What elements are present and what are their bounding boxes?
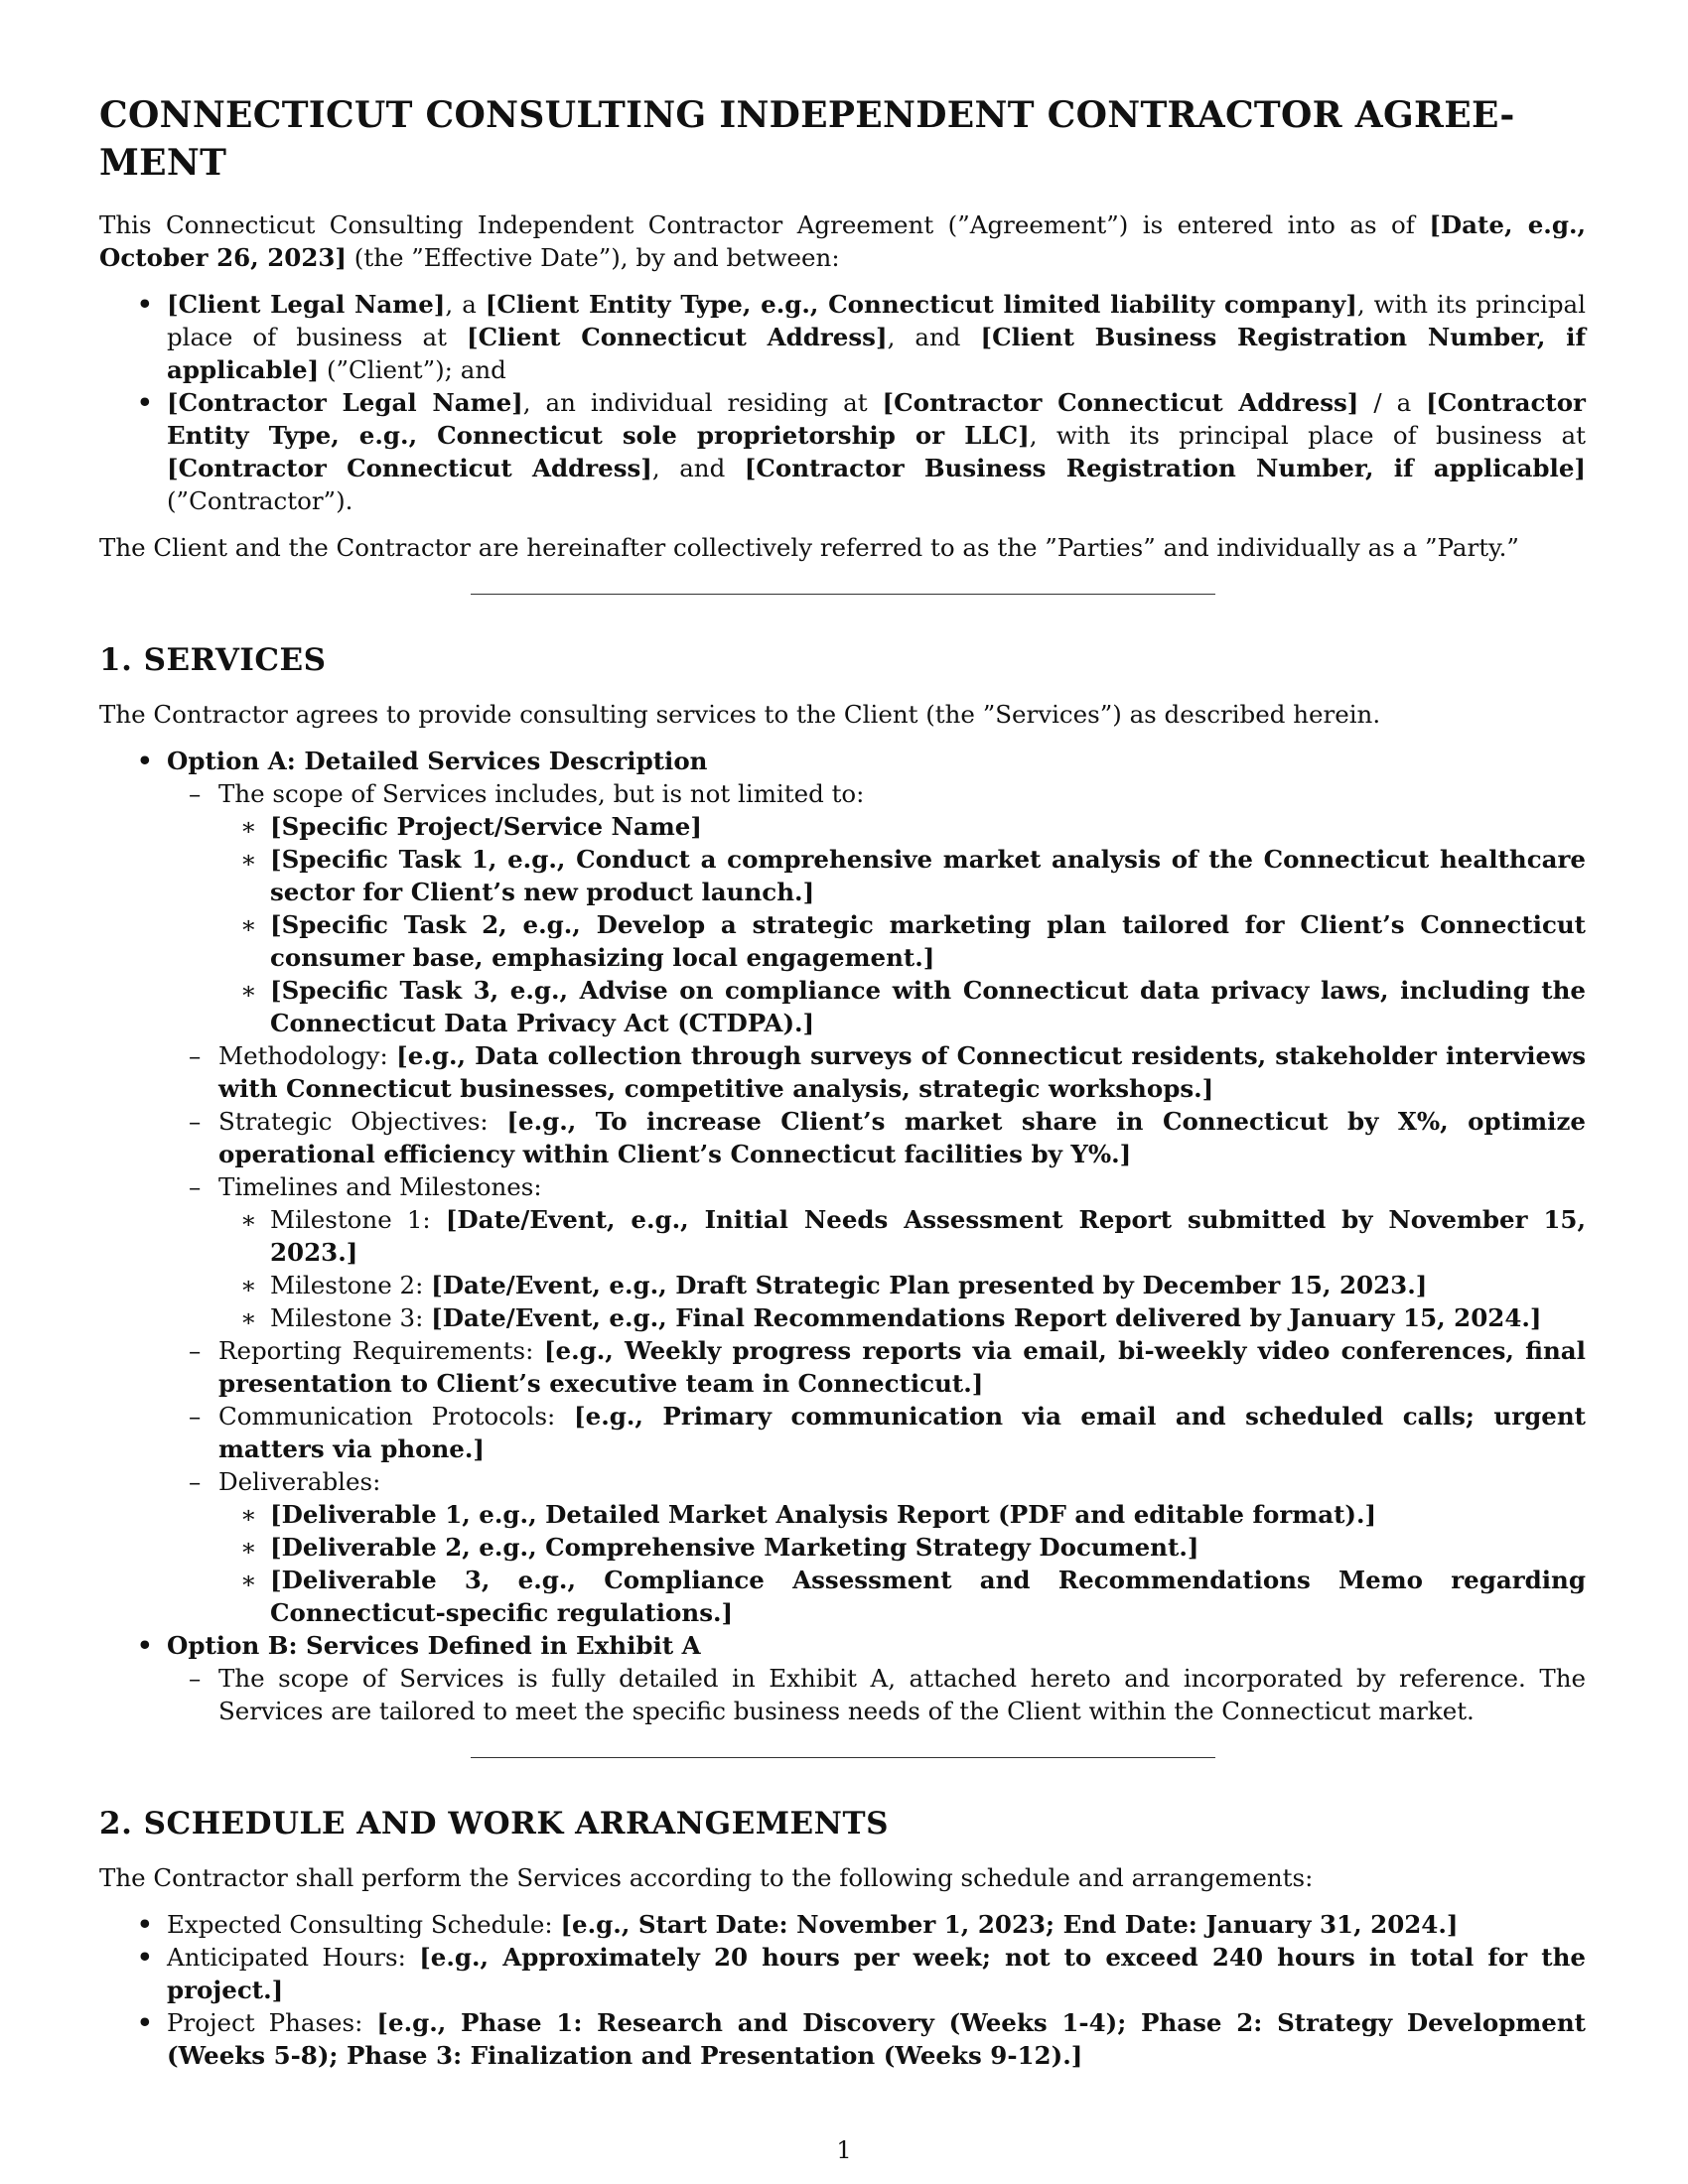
option-b-label: Option B: Services Defined in Exhibit A <box>167 1631 701 1660</box>
schedule-item: • Anticipated Hours: [e.g., Approximately 20 hours per week; not to exceed 240 hours in total for the project.] <box>99 1941 1586 2006</box>
schedule-intro: The Contractor shall perform the Services according to the following schedule and arrangements: <box>99 1863 1314 1892</box>
scope-task: ∗ [Specific Task 2, e.g., Develop a strategic marketing plan tailored for Client’s Connecticut consumer base, emphasizing local engagement.] <box>218 908 1586 974</box>
scope-item: – The scope of Services includes, but is not limited to: ∗ [Specific Project/Service Name] ∗ [Specific Task 1, e.g., Conduct a comprehensive market analysis of the Connecticut healthcare sector for Client’s new product launch.] ∗ [Specific Task 2, e.g., Develop a strategic marketing plan tailored for Client’s Connecticut consumer base, emphasizing local engagement.] ∗ [Specific Task 3, e.g., Advise on compliance with Connecticut data privacy laws, including the Connecticut Data Privacy Act (CTDPA).] <box>159 777 1586 1039</box>
scope-task: ∗ [Specific Task 1, e.g., Conduct a comprehensive market analysis of the Connecticut healthcare sector for Client’s new product launch.] <box>218 843 1586 908</box>
timelines-item: – Timelines and Milestones: ∗ Milestone 1: [Date/Event, e.g., Initial Needs Assessment Report submitted by November 15, 2023.] ∗ Milestone 2: [Date/Event, e.g., Draft Strategic Plan presented by December 15, 2023.] ∗ Milestone 3: [Date/Event, e.g., Final Recommendations Report delivered by January 15, 2024.] <box>159 1170 1586 1334</box>
deliverable: ∗ [Deliverable 2, e.g., Comprehensive Marketing Strategy Document.] <box>218 1531 1586 1564</box>
option-b-text: – The scope of Services is fully detailed in Exhibit A, attached hereto and incorporated by reference. The Services are tailored to meet the specific business needs of the Client within the Connecticut market. <box>159 1662 1586 1727</box>
milestone: ∗ Milestone 3: [Date/Event, e.g., Final Recommendations Report delivered by January 15, 2024.] <box>218 1301 1586 1334</box>
effective-date-placeholder: [Date, e.g., October 26, 2023] <box>99 210 1587 272</box>
methodology-item: – Methodology: [e.g., Data collection through surveys of Connecticut residents, stakeholder interviews with Connecticut businesses, competitive analysis, strategic workshops.] <box>159 1039 1586 1105</box>
services-options-list <box>99 745 1586 1727</box>
party-contractor: • [Contractor Legal Name], an individual residing at [Contractor Connecticut Address] / a [Contractor Entity Type, e.g., Connecticut sole proprietorship or LLC], with its principal place of business at [Contractor Connecticut Address], and [Contractor Business Registration Number, if applicable] (”Contractor”). <box>99 386 1586 517</box>
option-b <box>99 1629 1586 1727</box>
objectives-item: – Strategic Objectives: [e.g., To increase Client’s market share in Connecticut by X%, optimize operational efficiency within Client’s Connecticut facilities by Y%.] <box>159 1105 1586 1170</box>
schedule-item: • Expected Consulting Schedule: [e.g., Start Date: November 1, 2023; End Date: January 31, 2024.] <box>99 1908 1586 1941</box>
deliverable: ∗ [Deliverable 1, e.g., Detailed Market Analysis Report (PDF and editable format).] <box>218 1498 1586 1531</box>
reporting-item: – Reporting Requirements: [e.g., Weekly progress reports via email, bi-weekly video conferences, final presentation to Client’s executive team in Connecticut.] <box>159 1334 1586 1400</box>
document-page <box>99 91 1586 2086</box>
milestone: ∗ Milestone 1: [Date/Event, e.g., Initial Needs Assessment Report submitted by November 15, 2023.] <box>218 1203 1586 1269</box>
deliverable: ∗ [Deliverable 3, e.g., Compliance Assessment and Recommendations Memo regarding Connecticut-specific regulations.] <box>218 1564 1586 1629</box>
section-divider <box>471 594 1215 595</box>
services-intro: The Contractor agrees to provide consulting services to the Client (the ”Services”) as described herein. <box>99 700 1381 729</box>
parties-note: The Client and the Contractor are hereinafter collectively referred to as the ”Parties” and individually as a ”Party.” <box>99 533 1519 562</box>
schedule-list <box>99 1908 1586 2072</box>
intro-paragraph: This Connecticut Consulting Independent Contractor Agreement (”Agreement”) is entered into as of [Date, e.g., October 26, 2023] (the ”Effective Date”), by and between: <box>99 210 1587 272</box>
scope-task: ∗ [Specific Project/Service Name] <box>218 810 1586 843</box>
section-divider <box>471 1757 1215 1758</box>
option-a-label: Option A: Detailed Services Description <box>167 747 708 775</box>
parties-list <box>99 288 1586 517</box>
deliverables-item: – Deliverables: ∗ [Deliverable 1, e.g., Detailed Market Analysis Report (PDF and editable format).] ∗ [Deliverable 2, e.g., Comprehensive Marketing Strategy Document.] ∗ [Deliverable 3, e.g., Compliance Assessment and Recommendations Memo regarding Connecticut-specific regulations.] <box>159 1465 1586 1629</box>
schedule-item: • Project Phases: [e.g., Phase 1: Research and Discovery (Weeks 1-4); Phase 2: Strategy Development (Weeks 5-8); Phase 3: Finalization and Presentation (Weeks 9-12).] <box>99 2006 1586 2072</box>
page-number: 1 <box>836 2136 852 2164</box>
section-heading-services: 1. SERVICES <box>99 642 327 678</box>
section-heading-schedule: 2. SCHEDULE AND WORK ARRANGEMENTS <box>99 1806 889 1842</box>
communication-item: – Communication Protocols: [e.g., Primary communication via email and scheduled calls; urgent matters via phone.] <box>159 1400 1586 1465</box>
milestone: ∗ Milestone 2: [Date/Event, e.g., Draft Strategic Plan presented by December 15, 2023.] <box>218 1269 1586 1301</box>
document-title: CONNECTICUT CONSULTING INDEPENDENT CONTRACTOR AGREE-MENT <box>99 94 1515 184</box>
scope-task: ∗ [Specific Task 3, e.g., Advise on compliance with Connecticut data privacy laws, including the Connecticut Data Privacy Act (CTDPA).] <box>218 974 1586 1039</box>
party-client: • [Client Legal Name], a [Client Entity Type, e.g., Connecticut limited liability company], with its principal place of business at [Client Connecticut Address], and [Client Business Registration Number, if applicable] (”Client”); and <box>99 288 1586 386</box>
option-a <box>99 745 1586 1629</box>
